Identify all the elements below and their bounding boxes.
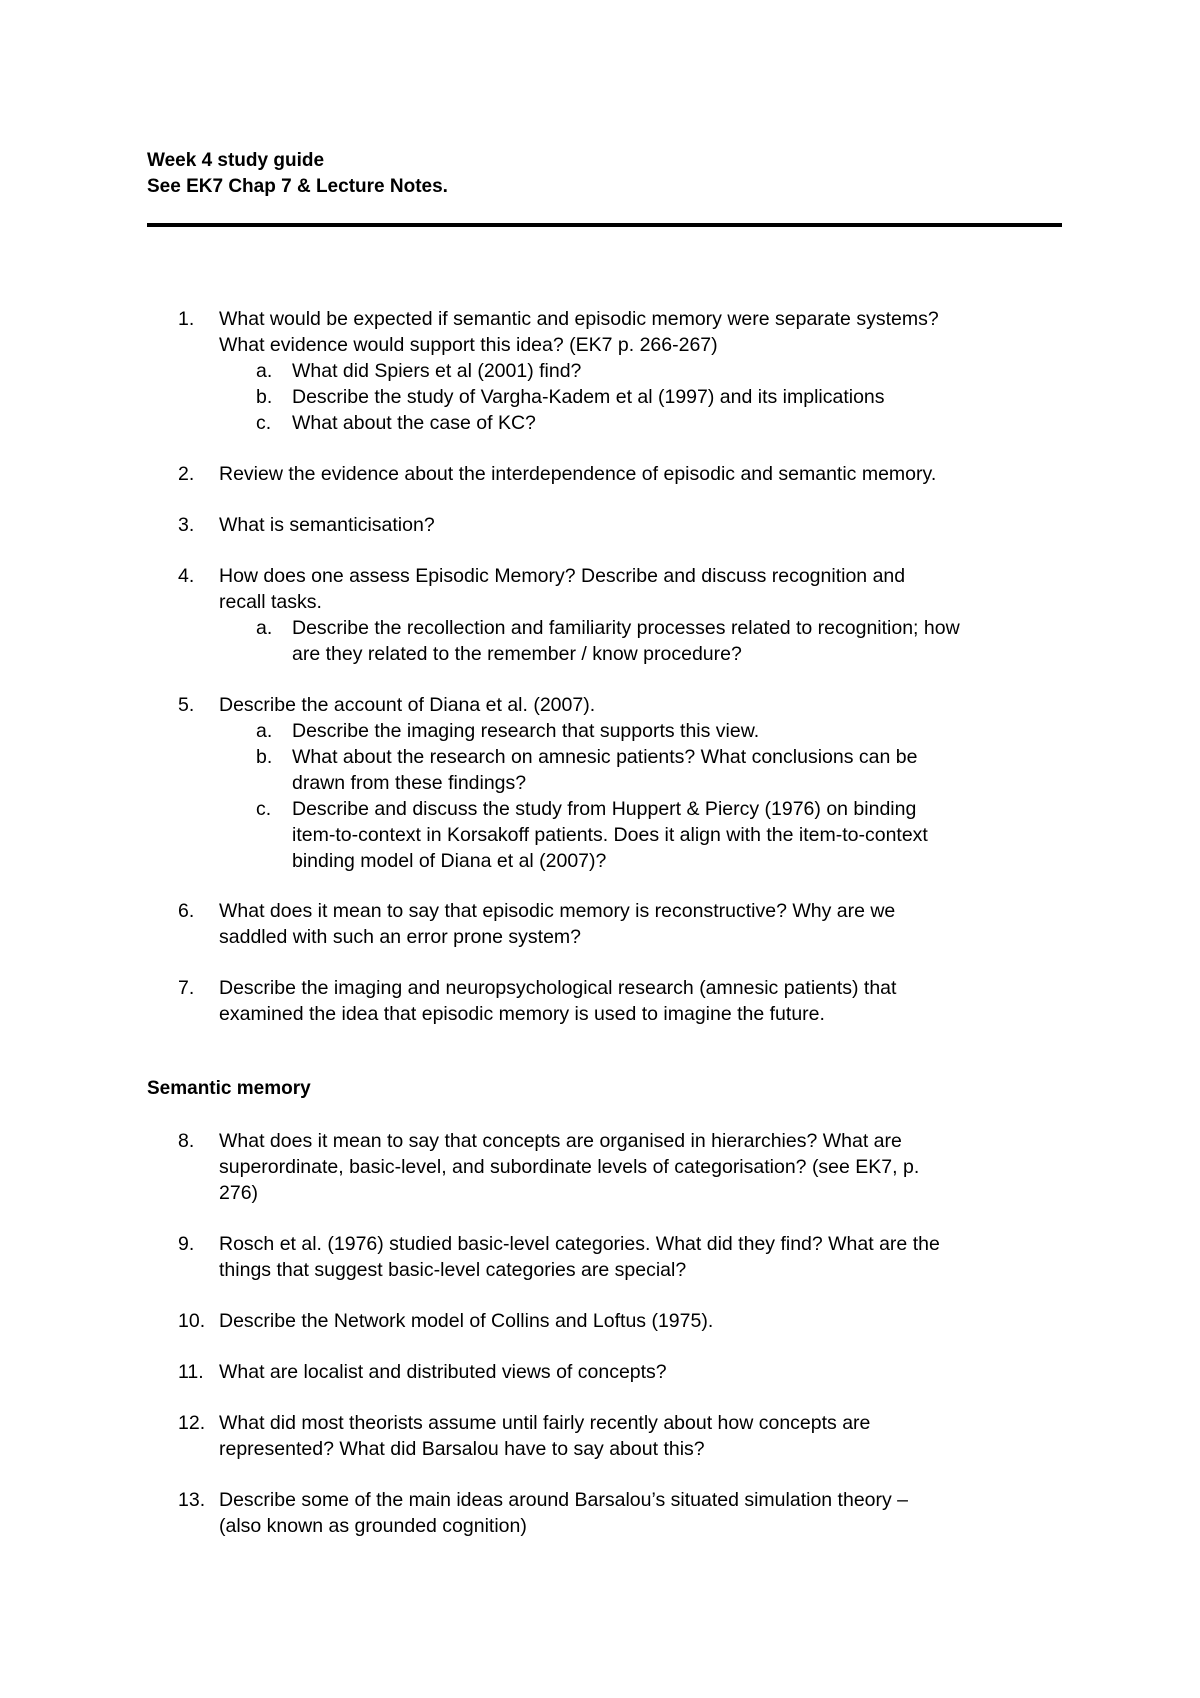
question-number: 5.: [178, 694, 195, 716]
sub-question-letter: c.: [256, 798, 272, 820]
question-text: [219, 692, 1069, 718]
header-divider: [147, 223, 1062, 227]
question-text: [219, 461, 1069, 487]
question-line: What did most theorists assume until fairly recently about how concepts are: [219, 1412, 871, 1434]
sub-question-text: [292, 410, 1072, 436]
question-line: Rosch et al. (1976) studied basic-level categories. What did they find? What are the: [219, 1233, 940, 1255]
question-line: examined the idea that episodic memory is used to imagine the future.: [219, 1003, 825, 1025]
sub-question-letter: a.: [256, 360, 273, 382]
document-subtitle: See EK7 Chap 7 & Lecture Notes.: [147, 176, 448, 197]
question-number: 4.: [178, 565, 195, 587]
question-line: Describe the imaging and neuropsychological research (amnesic patients) that: [219, 977, 897, 999]
sub-question-line: Describe the imaging research that supports this view.: [292, 720, 760, 742]
question-text: [219, 1231, 1069, 1283]
question-line: What are localist and distributed views of concepts?: [219, 1361, 667, 1383]
document-header: [147, 148, 448, 200]
question-line: How does one assess Episodic Memory? Describe and discuss recognition and: [219, 565, 906, 587]
sub-question-letter: a.: [256, 617, 273, 639]
question-line: represented? What did Barsalou have to say about this?: [219, 1438, 705, 1460]
question-line: 276): [219, 1182, 259, 1204]
section-title: Semantic memory: [147, 1078, 311, 1099]
question-number: 10.: [178, 1310, 206, 1332]
sub-question-letter: b.: [256, 746, 273, 768]
sub-question-line: drawn from these findings?: [292, 772, 527, 794]
question-text: [219, 306, 1069, 358]
question-line: What evidence would support this idea? (EK7 p. 266-267): [219, 334, 718, 356]
question-line: Describe the account of Diana et al. (2007).: [219, 694, 596, 716]
sub-question-line: What did Spiers et al (2001) find?: [292, 360, 582, 382]
question-text: [219, 975, 1069, 1027]
sub-question-line: Describe the recollection and familiarity processes related to recognition; how: [292, 617, 960, 639]
question-text: [219, 1359, 1069, 1385]
question-text: [219, 898, 1069, 950]
question-number: 1.: [178, 308, 195, 330]
question-line: What would be expected if semantic and episodic memory were separate systems?: [219, 308, 939, 330]
question-text: [219, 512, 1069, 538]
sub-question-line: Describe the study of Vargha-Kadem et al (1997) and its implications: [292, 386, 885, 408]
question-line: What is semanticisation?: [219, 514, 435, 536]
sub-question-line: are they related to the remember / know procedure?: [292, 643, 742, 665]
sub-question-letter: c.: [256, 412, 272, 434]
sub-question-line: What about the research on amnesic patients? What conclusions can be: [292, 746, 918, 768]
sub-question-line: Describe and discuss the study from Huppert & Piercy (1976) on binding: [292, 798, 917, 820]
question-text: [219, 563, 1069, 615]
sub-question-letter: b.: [256, 386, 273, 408]
question-number: 13.: [178, 1489, 206, 1511]
question-line: What does it mean to say that episodic memory is reconstructive? Why are we: [219, 900, 896, 922]
question-number: 9.: [178, 1233, 195, 1255]
question-line: (also known as grounded cognition): [219, 1515, 527, 1537]
question-text: [219, 1128, 1069, 1206]
sub-question-line: item-to-context in Korsakoff patients. Does it align with the item-to-context: [292, 824, 928, 846]
question-line: What does it mean to say that concepts are organised in hierarchies? What are: [219, 1130, 902, 1152]
sub-question-text: [292, 358, 1072, 384]
question-line: recall tasks.: [219, 591, 322, 613]
question-number: 6.: [178, 900, 195, 922]
question-text: [219, 1487, 1069, 1539]
question-number: 8.: [178, 1130, 195, 1152]
sub-question-text: [292, 744, 1072, 796]
question-number: 11.: [178, 1361, 204, 1383]
sub-question-line: What about the case of KC?: [292, 412, 536, 434]
question-number: 3.: [178, 514, 195, 536]
question-line: saddled with such an error prone system?: [219, 926, 582, 948]
sub-question-letter: a.: [256, 720, 273, 742]
question-text: [219, 1308, 1069, 1334]
question-text: [219, 1410, 1069, 1462]
document-title: Week 4 study guide: [147, 150, 325, 171]
question-line: Describe some of the main ideas around Barsalou’s situated simulation theory –: [219, 1489, 909, 1511]
sub-question-text: [292, 718, 1072, 744]
sub-question-text: [292, 384, 1072, 410]
sub-question-text: [292, 615, 1072, 667]
question-line: superordinate, basic-level, and subordinate levels of categorisation? (see EK7, p.: [219, 1156, 920, 1178]
sub-question-text: [292, 796, 1072, 874]
question-number: 12.: [178, 1412, 206, 1434]
question-number: 7.: [178, 977, 195, 999]
sub-question-line: binding model of Diana et al (2007)?: [292, 850, 607, 872]
question-number: 2.: [178, 463, 195, 485]
question-line: things that suggest basic-level categories are special?: [219, 1259, 687, 1281]
question-line: Review the evidence about the interdependence of episodic and semantic memory.: [219, 463, 937, 485]
question-line: Describe the Network model of Collins and Loftus (1975).: [219, 1310, 714, 1332]
